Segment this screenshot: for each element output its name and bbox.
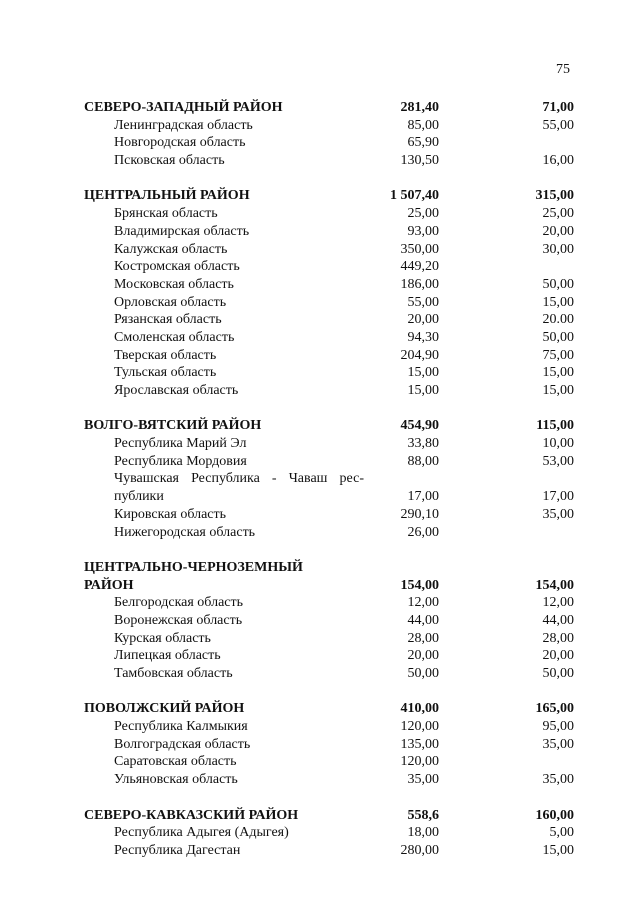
- region-name: РАЙОН: [84, 577, 134, 593]
- subject-name: Калужская область: [114, 241, 228, 257]
- subject-name: публики: [114, 489, 164, 505]
- region-name: ЦЕНТРАЛЬНО-ЧЕРНОЗЕМНЫЙ: [84, 559, 303, 575]
- value-column-1: 93,00: [407, 223, 439, 239]
- value-column-1: 17,00: [407, 489, 439, 505]
- region-row: [0, 700, 640, 718]
- value-column-1: 44,00: [407, 612, 439, 628]
- value-column-1: 55,00: [407, 294, 439, 310]
- subject-name: Тамбовская область: [114, 666, 233, 681]
- value-column-2: 315,00: [535, 188, 574, 204]
- value-column-2: 20,00: [542, 223, 574, 239]
- subject-row: [0, 134, 640, 152]
- region-row: [0, 187, 640, 205]
- value-column-1: 15,00: [407, 383, 439, 398]
- subject-row: [0, 506, 640, 524]
- value-column-1: 1 507,40: [390, 188, 439, 204]
- value-column-2: 160,00: [535, 807, 574, 823]
- value-column-2: 95,00: [542, 719, 574, 735]
- value-column-1: 33,80: [407, 436, 439, 452]
- value-column-1: 28,00: [407, 630, 439, 646]
- value-column-2: 35,00: [542, 506, 574, 522]
- value-column-1: 25,00: [407, 206, 439, 222]
- subject-row: [0, 718, 640, 736]
- value-column-1: 449,20: [400, 259, 439, 275]
- subject-name: Орловская область: [114, 294, 227, 310]
- value-column-2: 15,00: [542, 842, 574, 858]
- value-column-2: 50,00: [542, 329, 574, 345]
- subject-row: [0, 753, 640, 771]
- subject-name: Ленинградская область: [114, 117, 253, 133]
- subject-name: Тульская область: [114, 365, 217, 381]
- value-column-2: 20.00: [542, 312, 574, 328]
- subject-name: Новгородская область: [114, 135, 246, 151]
- value-column-1: 20,00: [407, 648, 439, 664]
- value-column-2: 154,00: [535, 577, 574, 593]
- region-name: СЕВЕРО-ЗАПАДНЫЙ РАЙОН: [84, 100, 283, 115]
- subject-row: [0, 117, 640, 135]
- value-column-2: 25,00: [542, 206, 574, 222]
- value-column-2: 20,00: [542, 648, 574, 664]
- value-column-1: 65,90: [407, 135, 439, 151]
- subject-row: [0, 842, 640, 860]
- subject-name: Ульяновская область: [114, 772, 238, 788]
- value-column-2: 17,00: [542, 489, 574, 505]
- subject-row: [0, 470, 640, 488]
- value-column-2: 16,00: [542, 153, 574, 169]
- subject-row: [0, 382, 640, 400]
- subject-name: Рязанская область: [114, 312, 222, 328]
- value-column-1: 88,00: [407, 453, 439, 469]
- value-column-2: 115,00: [536, 418, 574, 434]
- value-column-2: 28,00: [542, 630, 574, 646]
- subject-name: Республика Калмыкия: [114, 719, 248, 735]
- value-column-1: 350,00: [400, 241, 439, 257]
- subject-row: [0, 435, 640, 453]
- subject-row: [0, 223, 640, 241]
- value-column-1: 280,00: [400, 842, 439, 858]
- value-column-1: 120,00: [400, 719, 439, 735]
- subject-name: Костромская область: [114, 259, 240, 275]
- value-column-1: 410,00: [400, 701, 439, 717]
- subject-name: Чувашская Республика - Чаваш рес-: [114, 471, 364, 487]
- subject-row: [0, 524, 640, 542]
- value-column-1: 26,00: [407, 524, 439, 540]
- value-column-1: 454,90: [400, 418, 439, 434]
- subject-name: Республика Адыгея (Адыгея): [114, 825, 289, 841]
- value-column-2: 50,00: [542, 666, 574, 681]
- subject-row: [0, 258, 640, 276]
- subject-row: [0, 594, 640, 612]
- subject-name: Московская область: [114, 276, 234, 292]
- value-column-2: 10,00: [542, 436, 574, 452]
- region-name: ЦЕНТРАЛЬНЫЙ РАЙОН: [84, 188, 250, 204]
- allocation-table: [0, 99, 640, 860]
- value-column-1: 135,00: [400, 736, 439, 752]
- region-name: СЕВЕРО-КАВКАЗСКИЙ РАЙОН: [84, 807, 299, 823]
- page-number: 75: [556, 62, 570, 77]
- subject-row: [0, 736, 640, 754]
- subject-row: [0, 205, 640, 223]
- value-column-1: 290,10: [400, 506, 439, 522]
- value-column-1: 204,90: [400, 347, 439, 363]
- subject-name: Нижегородская область: [114, 524, 256, 540]
- subject-name: Волгоградская область: [114, 736, 251, 752]
- value-column-1: 120,00: [400, 754, 439, 770]
- subject-name: Республика Дагестан: [114, 842, 241, 858]
- subject-row: [0, 630, 640, 648]
- subject-row: [0, 347, 640, 365]
- subject-row: [0, 241, 640, 259]
- subject-name: Курская область: [114, 630, 211, 646]
- value-column-2: 15,00: [542, 383, 574, 398]
- subject-row: [0, 453, 640, 471]
- subject-row: [0, 364, 640, 382]
- region-row: [0, 417, 640, 435]
- value-column-2: 50,00: [542, 276, 574, 292]
- subject-name: Республика Мордовия: [114, 453, 247, 469]
- value-column-2: 15,00: [542, 294, 574, 310]
- value-column-1: 85,00: [407, 117, 439, 133]
- region-row: [0, 99, 640, 117]
- value-column-1: 15,00: [407, 365, 439, 381]
- value-column-2: 71,00: [542, 100, 574, 115]
- value-column-2: 75,00: [542, 347, 574, 363]
- region-row: [0, 807, 640, 825]
- value-column-1: 558,6: [407, 807, 439, 823]
- value-column-2: 44,00: [542, 612, 574, 628]
- subject-row: [0, 311, 640, 329]
- subject-row: [0, 771, 640, 789]
- value-column-2: 35,00: [542, 772, 574, 788]
- subject-name: Брянская область: [114, 206, 218, 222]
- value-column-1: 20,00: [407, 312, 439, 328]
- value-column-2: 15,00: [542, 365, 574, 381]
- subject-name: Кировская область: [114, 506, 227, 522]
- value-column-2: 30,00: [542, 241, 574, 257]
- subject-name: Тверская область: [114, 347, 217, 363]
- subject-name: Липецкая область: [114, 648, 221, 664]
- subject-row: [0, 329, 640, 347]
- value-column-1: 94,30: [407, 329, 439, 345]
- subject-name: Ярославская область: [114, 383, 239, 398]
- subject-row: [0, 152, 640, 170]
- value-column-1: 35,00: [407, 772, 439, 788]
- subject-name: Саратовская область: [114, 754, 237, 770]
- subject-name: Республика Марий Эл: [114, 436, 247, 452]
- value-column-1: 186,00: [400, 276, 439, 292]
- subject-name: Псковская область: [114, 153, 225, 169]
- value-column-2: 53,00: [542, 453, 574, 469]
- value-column-1: 130,50: [400, 153, 439, 169]
- subject-name: Белгородская область: [114, 595, 244, 611]
- region-name: ПОВОЛЖСКИЙ РАЙОН: [84, 701, 245, 717]
- subject-row: [0, 824, 640, 842]
- region-row: [0, 577, 640, 595]
- region-row: [0, 559, 640, 577]
- value-column-1: 281,40: [400, 100, 439, 115]
- value-column-2: 5,00: [549, 825, 574, 841]
- value-column-1: 50,00: [407, 666, 439, 681]
- value-column-2: 12,00: [542, 595, 574, 611]
- subject-row: [0, 647, 640, 665]
- subject-row: [0, 665, 640, 683]
- value-column-1: 18,00: [407, 825, 439, 841]
- subject-name: Владимирская область: [114, 223, 250, 239]
- value-column-2: 55,00: [542, 117, 574, 133]
- value-column-2: 35,00: [542, 736, 574, 752]
- subject-row: [0, 294, 640, 312]
- value-column-1: 154,00: [400, 577, 439, 593]
- value-column-1: 12,00: [407, 595, 439, 611]
- subject-name: Смоленская область: [114, 329, 235, 345]
- region-name: ВОЛГО-ВЯТСКИЙ РАЙОН: [84, 418, 262, 434]
- subject-row: [0, 488, 640, 506]
- value-column-2: 165,00: [535, 701, 574, 717]
- subject-row: [0, 612, 640, 630]
- subject-row: [0, 276, 640, 294]
- subject-name: Воронежская область: [114, 612, 243, 628]
